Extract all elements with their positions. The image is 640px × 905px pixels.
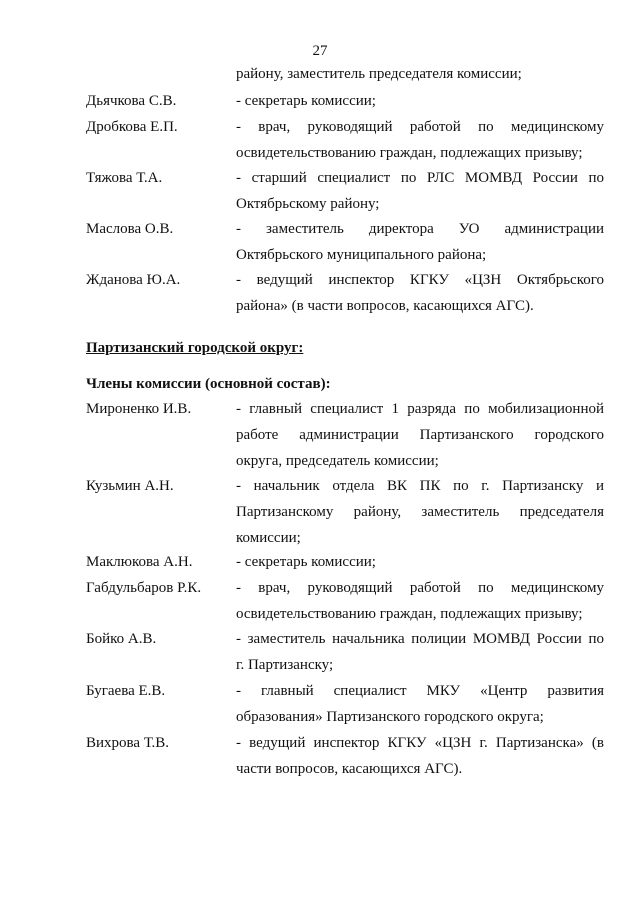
description-line: - заместитель начальника полиции МОМВД России по: [236, 631, 604, 647]
description-line: - главный специалист 1 разряда по мобилизационной: [236, 401, 604, 417]
description-line: Октябрьскому району;: [236, 196, 380, 212]
description-line: - главный специалист МКУ «Центр развития: [236, 683, 604, 699]
member-role: [236, 216, 604, 268]
member-name: Жданова Ю.А.: [86, 272, 181, 288]
member-name: Дьячкова С.В.: [86, 93, 177, 109]
member-role: [236, 165, 604, 217]
description-line: - секретарь комиссии;: [236, 554, 376, 570]
description-line: работе администрации Партизанского городского: [236, 427, 604, 443]
member-role: [236, 267, 604, 319]
member-name: Дробкова Е.П.: [86, 119, 178, 135]
member-role: [236, 473, 604, 551]
member-name: Бугаева Е.В.: [86, 683, 166, 699]
member-name: Маклюкова А.Н.: [86, 554, 193, 570]
description-line: - врач, руководящий работой по медицинскому: [236, 580, 604, 596]
description-line: - заместитель директора УО администрации: [236, 221, 604, 237]
member-role: [236, 88, 604, 114]
member-role: [236, 575, 604, 627]
member-role: [236, 730, 604, 782]
member-name: Мироненко И.В.: [86, 401, 192, 417]
member-role: [236, 678, 604, 730]
description-line: - начальник отдела ВК ПК по г. Партизанску и: [236, 478, 604, 494]
member-name: Габдульбаров Р.К.: [86, 580, 202, 596]
description-line: Партизанскому району, заместитель председателя: [236, 504, 604, 520]
member-name: Кузьмин А.Н.: [86, 478, 174, 494]
description-line: - ведущий инспектор КГКУ «ЦЗН г. Партизанска» (в: [236, 735, 604, 751]
description-line: г. Партизанску;: [236, 657, 334, 673]
member-name: Маслова О.В.: [86, 221, 174, 237]
members-heading: Члены комиссии (основной состав):: [86, 376, 331, 392]
description-line: образования» Партизанского городского округа;: [236, 709, 544, 725]
district-heading: Партизанский городской округ:: [86, 340, 304, 356]
description-line: района» (в части вопросов, касающихся АГС).: [236, 298, 534, 314]
description-line: району, заместитель председателя комиссии;: [236, 66, 522, 82]
entry-description: [236, 61, 604, 87]
page-number: 27: [312, 43, 328, 59]
description-line: освидетельствованию граждан, подлежащих призыву;: [236, 606, 583, 622]
member-name: Бойко А.В.: [86, 631, 157, 647]
description-line: освидетельствованию граждан, подлежащих призыву;: [236, 145, 583, 161]
description-line: - секретарь комиссии;: [236, 93, 376, 109]
description-line: части вопросов, касающихся АГС).: [236, 761, 463, 777]
member-role: [236, 396, 604, 474]
description-line: округа, председатель комиссии;: [236, 453, 439, 469]
description-line: комиссии;: [236, 530, 301, 546]
member-role: [236, 114, 604, 166]
member-role: [236, 549, 604, 575]
member-name: Тяжова Т.А.: [86, 170, 163, 186]
member-name: Вихрова Т.В.: [86, 735, 169, 751]
description-line: Октябрьского муниципального района;: [236, 247, 487, 263]
description-line: - ведущий инспектор КГКУ «ЦЗН Октябрьского: [236, 272, 604, 288]
member-role: [236, 626, 604, 678]
description-line: - старший специалист по РЛС МОМВД России по: [236, 170, 604, 186]
description-line: - врач, руководящий работой по медицинскому: [236, 119, 604, 135]
